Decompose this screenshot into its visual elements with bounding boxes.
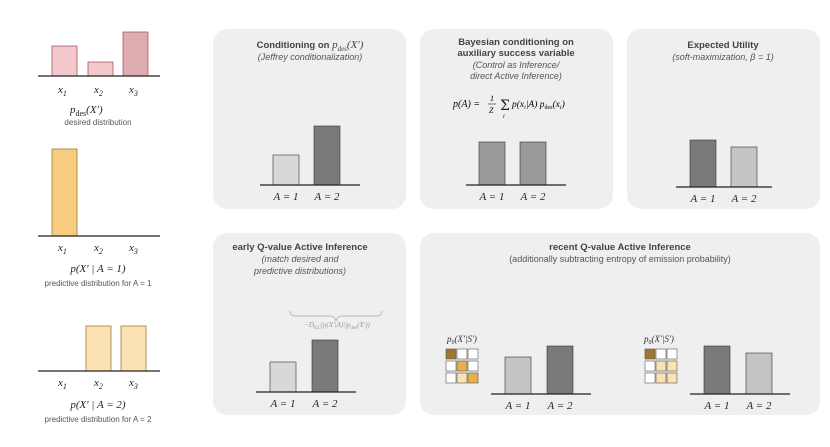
pred2-title: p(X′ | A = 2) [70,399,126,411]
early-subtitle-1: (match desired and [261,254,339,264]
svg-text:p(xi|A) pdes(xi): $p(x_i|A)$ $p_{des}(x_i)$ [512,100,565,111]
bayes-bar-a1 [479,142,505,185]
recent-right-bar-a2 [746,353,772,394]
desired-distribution-chart [38,32,160,127]
early-title: early Q-value Active Inference [232,242,368,253]
early-bar-a1 [270,362,296,392]
recent-matrix-label-left: $p_0(X'|S')$ [447,334,477,346]
pred2-tick-x2: $x_2$ [94,377,103,391]
eu-bar-a2 [731,147,757,187]
recent-right-tick-a1: A = 1 [704,400,730,412]
bayes-subtitle-1: (Control as Inference/ [472,60,560,70]
pred1-title: p(X′ | A = 1) [70,263,126,275]
desired-tick-x3: $x_3$ [129,84,138,98]
jeffrey-bar-a1 [273,155,299,185]
svg-text:Σ: Σ [500,98,510,114]
pred2-tick-x3: $x_3$ [129,377,138,391]
bayes-tick-a2: A = 2 [520,191,546,203]
recent-left-tick-a2: A = 2 [547,400,573,412]
desired-bar-x1 [52,46,77,76]
early-tick-a2: A = 2 [312,398,338,410]
bayes-bar-a2 [520,142,546,185]
svg-text:i: i [503,114,505,120]
eu-title: Expected Utility [687,40,759,51]
jeffrey-subtitle: (Jeffrey conditionalization) [257,52,363,62]
jeffrey-tick-a2: A = 2 [314,191,340,203]
early-tick-a1: A = 1 [270,398,296,410]
emission-matrix-right [645,349,677,383]
pred-a1-chart [38,149,160,288]
desired-title: $p_{des}(X')$ [70,104,103,118]
pred-a2-chart [38,326,160,424]
early-brace-label: $-D_{KL}(p(X'|A)||p_{des}(X'))$ [304,321,370,331]
svg-text:1: 1 [490,94,494,103]
eu-subtitle: (soft-maximization, β = 1) [672,52,774,62]
pred1-tick-x1: $x_1$ [58,242,67,256]
bayes-tick-a1: A = 1 [479,191,505,203]
pred1-bar-x1 [52,149,77,236]
desired-bar-x3 [123,32,148,76]
recent-left-tick-a1: A = 1 [505,400,531,412]
bayes-title-1: Bayesian conditioning on [458,37,574,48]
pred2-bar-x2 [86,326,111,371]
svg-text:Z: Z [489,106,494,115]
pred2-bar-x3 [121,326,146,371]
early-bar-a2 [312,340,338,392]
pred1-tick-x2: $x_2$ [94,242,103,256]
eu-bar-a1 [690,140,716,187]
recent-left-bar-a1 [505,357,531,394]
emission-matrix-left [446,349,478,383]
desired-tick-x1: $x_1$ [58,84,67,98]
jeffrey-tick-a1: A = 1 [273,191,299,203]
pred2-caption: predictive distribution for A = 2 [44,415,152,424]
pred2-tick-x1: $x_1$ [58,377,67,391]
early-subtitle-2: predictive distributions) [253,266,347,276]
desired-bar-x2 [88,62,113,76]
desired-caption: desired distribution [64,118,132,127]
bayes-subtitle-2: direct Active Inference) [470,71,562,81]
recent-right-tick-a2: A = 2 [746,400,772,412]
recent-subtitle: (additionally subtracting entropy of emission probability) [509,254,731,264]
recent-title: recent Q-value Active Inference [549,242,691,253]
recent-right-bar-a1 [704,346,730,394]
desired-tick-x2: $x_2$ [94,84,103,98]
bayes-title-2: auxiliary success variable [457,48,575,59]
recent-matrix-label-right: $p_0(X'|S')$ [644,334,674,346]
recent-left-bar-a2 [547,346,573,394]
pred1-caption: predictive distribution for A = 1 [44,279,152,288]
jeffrey-title: Conditioning on $p_{des}(X')$ [256,39,364,53]
eu-tick-a1: A = 1 [690,193,716,205]
eu-tick-a2: A = 2 [731,193,757,205]
jeffrey-bar-a2 [314,126,340,185]
svg-text:p(A) =: p(A) = [453,99,481,110]
pred1-tick-x3: $x_3$ [129,242,138,256]
